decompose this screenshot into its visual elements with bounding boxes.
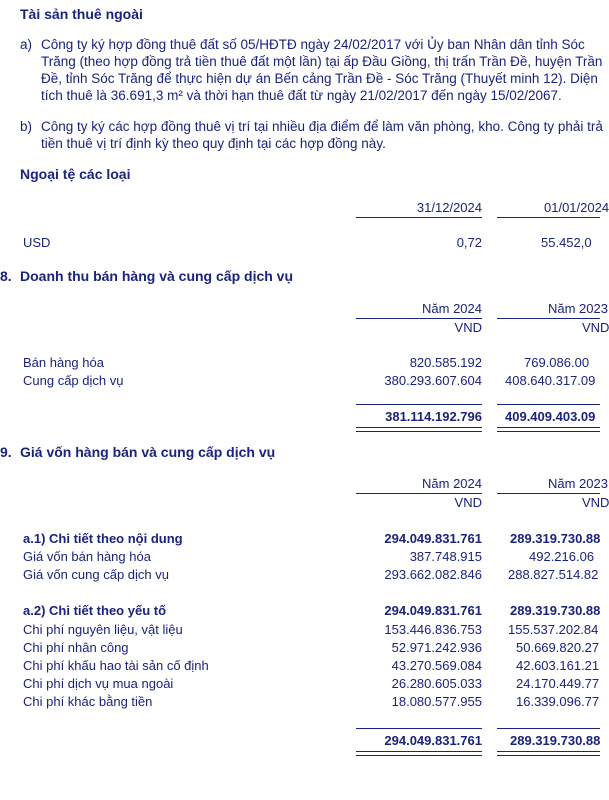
cogs-total-rule-1 bbox=[356, 728, 482, 729]
cogs-total-v1: 294.049.831.761 bbox=[384, 733, 482, 748]
cogs-a2-row-label: Chi phí nhân công bbox=[23, 640, 129, 655]
revenue-total-rule-2 bbox=[497, 404, 600, 405]
cogs-a2-label: a.2) Chi tiết theo yếu tố bbox=[23, 603, 167, 618]
cogs-a1-row-label: Giá vốn cung cấp dịch vụ bbox=[23, 567, 169, 582]
fc-col1-rule bbox=[356, 217, 482, 218]
item-a-line-1: Công ty ký hợp đồng thuê đất số 05/HĐTĐ ngày 24/02/2017 với Ủy ban Nhân dân tỉnh Sóc bbox=[41, 37, 585, 52]
revenue-row-v2: 769.086.00 bbox=[524, 355, 590, 370]
item-a-line-3: Đề, tỉnh Sóc Trăng để thực hiện dự án Bến cảng Trần Đề - Sóc Trăng (Thuyết minh 12). Diện bbox=[41, 71, 598, 86]
item-b-line-2: tiền thuê vị trí định kỳ theo quy định tại các hợp đồng này. bbox=[41, 136, 386, 151]
revenue-col1-unit: VND bbox=[454, 320, 482, 335]
cogs-total-double-rule-1 bbox=[356, 751, 482, 756]
revenue-row-label: Cung cấp dịch vụ bbox=[23, 373, 124, 388]
cogs-col1-rule bbox=[356, 493, 482, 494]
cogs-a2-row-v2: 50.669.820.27 bbox=[516, 640, 600, 655]
revenue-col2-rule bbox=[497, 318, 600, 319]
cogs-a2-row-label: Chi phí nguyên liệu, vật liệu bbox=[23, 622, 183, 637]
cogs-title: Giá vốn hàng bán và cung cấp dịch vụ bbox=[20, 444, 276, 460]
revenue-row-v1: 820.585.192 bbox=[409, 355, 482, 370]
cogs-a1-row-v1: 293.662.082.846 bbox=[384, 567, 482, 582]
cogs-col2-rule bbox=[497, 493, 600, 494]
cogs-number: 9. bbox=[0, 444, 12, 460]
cogs-a2-row-label: Chi phí dịch vụ mua ngoài bbox=[23, 676, 174, 691]
cogs-a1-row-v1: 387.748.915 bbox=[409, 549, 482, 564]
cogs-a2-row-label: Chi phí khấu hao tài sản cố định bbox=[23, 658, 209, 673]
item-b-marker: b) bbox=[20, 119, 33, 134]
cogs-a2-row-v1: 52.971.242.936 bbox=[391, 640, 482, 655]
fc-col2-header: 01/01/2024 bbox=[544, 200, 609, 215]
item-a-line-4: tích thuê là 36.691,3 m² và thời hạn thuê đất từ ngày 21/02/2017 đến ngày 15/02/2067. bbox=[41, 88, 562, 103]
foreign-currency-title: Ngoại tệ các loại bbox=[20, 166, 131, 182]
revenue-total-v1: 381.114.192.796 bbox=[385, 409, 482, 424]
cogs-a1-label: a.1) Chi tiết theo nội dung bbox=[23, 531, 183, 546]
cogs-col2-header: Năm 2023 bbox=[548, 476, 608, 491]
cogs-total-rule-2 bbox=[497, 728, 600, 729]
cogs-a2-row-v2: 16.339.096.77 bbox=[516, 694, 600, 709]
cogs-col1-header: Năm 2024 bbox=[422, 476, 482, 491]
leased-assets-title: Tài sản thuê ngoài bbox=[20, 6, 143, 22]
cogs-total-double-rule-2 bbox=[497, 751, 600, 756]
cogs-col1-unit: VND bbox=[454, 495, 482, 510]
cogs-a1-row-v2: 288.827.514.82 bbox=[508, 567, 599, 582]
cogs-a2-v1: 294.049.831.761 bbox=[384, 603, 482, 618]
cogs-a1-row-label: Giá vốn bán hàng hóa bbox=[23, 549, 151, 564]
revenue-row-v2: 408.640.317.09 bbox=[505, 373, 596, 388]
item-a-marker: a) bbox=[20, 37, 33, 52]
revenue-number: 8. bbox=[0, 268, 12, 284]
cogs-a2-row-v1: 18.080.577.955 bbox=[391, 694, 482, 709]
cogs-a1-row-v2: 492.216.06 bbox=[529, 549, 595, 564]
revenue-col2-unit: VND bbox=[582, 320, 609, 335]
revenue-total-rule-1 bbox=[356, 404, 482, 405]
fc-row-v1: 0,72 bbox=[456, 235, 482, 250]
revenue-total-double-rule-1 bbox=[356, 427, 482, 432]
fc-col2-rule bbox=[497, 217, 600, 218]
revenue-col1-header: Năm 2024 bbox=[422, 301, 482, 316]
cogs-a1-v2: 289.319.730.88 bbox=[510, 531, 601, 546]
cogs-a2-row-v2: 24.170.449.77 bbox=[516, 676, 600, 691]
cogs-total-v2: 289.319.730.88 bbox=[510, 733, 601, 748]
item-a-line-2: Trăng (theo hợp đồng trả tiền thuê đất một lần) tại ấp Đầu Giồng, thị trấn Trần Đề, huyện Trần bbox=[41, 54, 603, 69]
revenue-row-v1: 380.293.607.604 bbox=[384, 373, 482, 388]
cogs-a2-row-v1: 43.270.569.084 bbox=[391, 658, 482, 673]
item-b-line-1: Công ty ký các hợp đồng thuê vị trí tại nhiều địa điểm để làm văn phòng, kho. Công ty phải trả bbox=[41, 119, 603, 134]
revenue-row-label: Bán hàng hóa bbox=[23, 355, 104, 370]
cogs-a2-v2: 289.319.730.88 bbox=[510, 603, 601, 618]
fc-row-v2: 55.452,0 bbox=[541, 235, 592, 250]
revenue-total-v2: 409.409.403.09 bbox=[505, 409, 596, 424]
revenue-title: Doanh thu bán hàng và cung cấp dịch vụ bbox=[20, 268, 294, 284]
cogs-a2-row-v1: 26.280.605.033 bbox=[391, 676, 482, 691]
fc-row-label: USD bbox=[23, 235, 51, 250]
cogs-a1-v1: 294.049.831.761 bbox=[384, 531, 482, 546]
revenue-col1-rule bbox=[356, 318, 482, 319]
revenue-col2-header: Năm 2023 bbox=[548, 301, 608, 316]
cogs-a2-row-v2: 155.537.202.84 bbox=[508, 622, 599, 637]
fc-col1-header: 31/12/2024 bbox=[416, 200, 482, 215]
cogs-a2-row-v1: 153.446.836.753 bbox=[384, 622, 482, 637]
revenue-total-double-rule-2 bbox=[497, 427, 600, 432]
cogs-a2-row-v2: 42.603.161.21 bbox=[516, 658, 600, 673]
cogs-col2-unit: VND bbox=[582, 495, 609, 510]
cogs-a2-row-label: Chi phí khác bằng tiền bbox=[23, 694, 153, 709]
